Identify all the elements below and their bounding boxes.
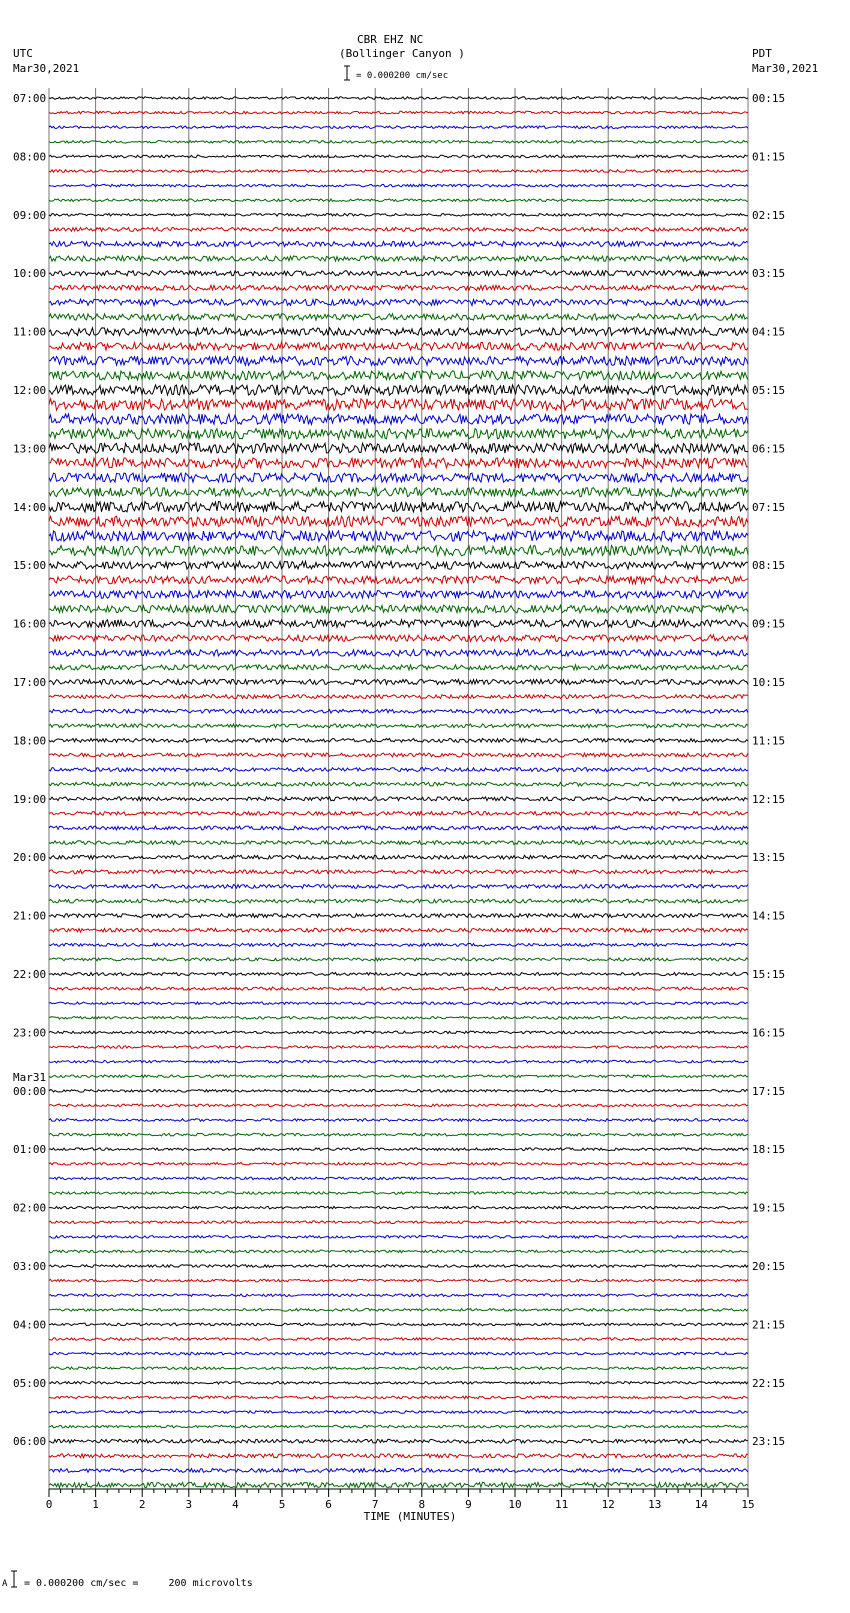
left-date: Mar30,2021 bbox=[13, 62, 80, 75]
trace-6 bbox=[49, 184, 748, 187]
right-hour-label: 19:15 bbox=[752, 1201, 786, 1215]
right-hour-label: 04:15 bbox=[752, 325, 786, 339]
x-tick-label: 4 bbox=[232, 1498, 239, 1511]
trace-35 bbox=[49, 605, 748, 613]
left-hour-label: 20:00 bbox=[13, 851, 47, 865]
date-change-label: Mar31 bbox=[13, 1070, 47, 1084]
right-hour-label: 06:15 bbox=[752, 442, 786, 456]
left-hour-label: 23:00 bbox=[13, 1026, 47, 1040]
trace-3 bbox=[49, 141, 748, 144]
footer-scale-prefix: A bbox=[2, 1579, 8, 1589]
trace-69 bbox=[49, 1104, 748, 1107]
trace-45 bbox=[49, 753, 748, 757]
right-hour-label: 03:15 bbox=[752, 267, 786, 281]
trace-39 bbox=[49, 665, 748, 670]
trace-36 bbox=[49, 620, 748, 628]
x-tick-label: 15 bbox=[741, 1498, 755, 1511]
right-hour-label: 22:15 bbox=[752, 1376, 786, 1390]
trace-80 bbox=[49, 1265, 748, 1268]
right-hour-label: 08:15 bbox=[752, 559, 786, 573]
trace-81 bbox=[49, 1279, 748, 1282]
right-hour-label: 15:15 bbox=[752, 968, 786, 981]
x-tick-label: 14 bbox=[694, 1498, 709, 1511]
trace-61 bbox=[49, 987, 748, 990]
trace-89 bbox=[49, 1396, 748, 1399]
trace-56 bbox=[49, 914, 748, 918]
trace-27 bbox=[49, 488, 748, 497]
left-hour-label: 05:00 bbox=[13, 1376, 47, 1390]
trace-54 bbox=[49, 885, 748, 889]
trace-74 bbox=[49, 1177, 748, 1180]
left-hour-label: 10:00 bbox=[13, 267, 47, 281]
trace-28 bbox=[49, 502, 748, 512]
trace-85 bbox=[49, 1338, 748, 1341]
trace-59 bbox=[49, 958, 748, 961]
x-tick-label: 0 bbox=[45, 1498, 53, 1511]
trace-68 bbox=[49, 1090, 748, 1093]
right-hour-label: 18:15 bbox=[752, 1143, 786, 1157]
trace-66 bbox=[49, 1060, 748, 1063]
trace-73 bbox=[49, 1163, 748, 1166]
trace-72 bbox=[49, 1148, 748, 1151]
x-axis-label: TIME (MINUTES) bbox=[363, 1510, 457, 1523]
trace-24 bbox=[49, 443, 748, 453]
right-hour-label: 14:15 bbox=[752, 909, 786, 923]
trace-75 bbox=[49, 1192, 748, 1195]
left-hour-label: 01:00 bbox=[13, 1143, 47, 1157]
left-hour-label: 07:00 bbox=[13, 92, 47, 105]
station-title: CBR EHZ NC bbox=[357, 33, 424, 46]
trace-0 bbox=[49, 97, 748, 100]
trace-79 bbox=[49, 1250, 748, 1253]
x-tick-label: 13 bbox=[648, 1498, 662, 1511]
trace-20 bbox=[49, 385, 748, 395]
left-hour-label: 18:00 bbox=[13, 734, 47, 748]
x-tick-label: 2 bbox=[138, 1498, 146, 1511]
trace-92 bbox=[49, 1439, 748, 1443]
trace-91 bbox=[49, 1425, 748, 1428]
right-hour-label: 10:15 bbox=[752, 676, 786, 689]
right-hour-label: 20:15 bbox=[752, 1260, 786, 1273]
left-hour-label: 21:00 bbox=[13, 909, 47, 923]
trace-2 bbox=[49, 126, 748, 129]
right-hour-label: 13:15 bbox=[752, 851, 786, 865]
left-hour-label: 19:00 bbox=[13, 792, 47, 806]
trace-88 bbox=[49, 1382, 748, 1385]
trace-31 bbox=[49, 546, 748, 556]
station-location: (Bollinger Canyon ) bbox=[339, 47, 465, 60]
trace-40 bbox=[49, 679, 748, 684]
trace-51 bbox=[49, 841, 748, 845]
trace-25 bbox=[49, 458, 748, 468]
trace-15 bbox=[49, 314, 748, 320]
x-tick-label: 11 bbox=[554, 1498, 569, 1511]
trace-23 bbox=[49, 429, 748, 439]
trace-48 bbox=[49, 797, 748, 801]
x-tick-label: 9 bbox=[465, 1498, 472, 1511]
left-hour-label: 22:00 bbox=[13, 968, 47, 981]
trace-83 bbox=[49, 1309, 748, 1312]
trace-53 bbox=[49, 870, 748, 874]
trace-14 bbox=[49, 299, 748, 305]
left-hour-label: 13:00 bbox=[13, 442, 47, 456]
right-hour-label: 21:15 bbox=[752, 1318, 786, 1332]
trace-49 bbox=[49, 812, 748, 816]
left-hour-label: 02:00 bbox=[13, 1201, 47, 1215]
trace-77 bbox=[49, 1221, 748, 1224]
right-hour-label: 12:15 bbox=[752, 792, 786, 806]
trace-5 bbox=[49, 170, 748, 173]
trace-63 bbox=[49, 1017, 748, 1020]
grid-lines bbox=[49, 88, 748, 1489]
trace-16 bbox=[49, 328, 748, 336]
x-tick-label: 6 bbox=[325, 1498, 332, 1511]
right-hour-label: 07:15 bbox=[752, 500, 786, 514]
trace-12 bbox=[49, 271, 748, 276]
trace-29 bbox=[49, 516, 748, 526]
trace-58 bbox=[49, 943, 748, 946]
left-hour-label: 12:00 bbox=[13, 384, 47, 397]
left-hour-label: 14:00 bbox=[13, 500, 47, 514]
trace-52 bbox=[49, 855, 748, 859]
trace-87 bbox=[49, 1367, 748, 1370]
trace-32 bbox=[49, 561, 748, 569]
right-hour-label: 02:15 bbox=[752, 208, 786, 222]
footer-scale-text: = 0.000200 cm/sec = 200 microvolts bbox=[24, 1578, 253, 1589]
x-tick-label: 5 bbox=[278, 1498, 286, 1511]
trace-64 bbox=[49, 1031, 748, 1034]
trace-67 bbox=[49, 1075, 748, 1078]
left-hour-label: 00:00 bbox=[13, 1084, 47, 1098]
trace-50 bbox=[49, 826, 748, 830]
trace-42 bbox=[49, 709, 748, 713]
trace-8 bbox=[49, 214, 748, 217]
trace-65 bbox=[49, 1046, 748, 1049]
left-hour-label: 11:00 bbox=[13, 325, 47, 339]
x-tick-label: 12 bbox=[601, 1498, 615, 1511]
trace-47 bbox=[49, 782, 748, 786]
trace-62 bbox=[49, 1002, 748, 1005]
left-hour-label: 16:00 bbox=[13, 617, 47, 631]
left-hour-label: 04:00 bbox=[13, 1318, 47, 1332]
right-hour-label: 11:15 bbox=[752, 734, 786, 748]
left-hour-label: 03:00 bbox=[13, 1260, 47, 1273]
right-hour-label: 17:15 bbox=[752, 1084, 786, 1098]
x-tick-label: 7 bbox=[371, 1498, 379, 1511]
trace-82 bbox=[49, 1294, 748, 1297]
trace-1 bbox=[49, 111, 748, 114]
left-hour-label: 17:00 bbox=[13, 676, 47, 689]
x-tick-label: 8 bbox=[418, 1498, 426, 1511]
trace-9 bbox=[49, 228, 748, 232]
trace-76 bbox=[49, 1206, 748, 1209]
left-hour-label: 08:00 bbox=[13, 150, 47, 164]
trace-86 bbox=[49, 1352, 748, 1355]
trace-90 bbox=[49, 1411, 748, 1414]
right-hour-label: 16:15 bbox=[752, 1026, 786, 1040]
right-hour-label: 00:15 bbox=[752, 92, 786, 105]
x-axis bbox=[46, 1489, 755, 1523]
right-hour-label: 05:15 bbox=[752, 384, 786, 397]
x-tick-label: 10 bbox=[508, 1498, 522, 1511]
trace-55 bbox=[49, 899, 748, 903]
trace-4 bbox=[49, 155, 748, 158]
left-hour-label: 06:00 bbox=[13, 1435, 47, 1449]
trace-34 bbox=[49, 591, 748, 599]
scale-text: = 0.000200 cm/sec bbox=[356, 71, 449, 81]
trace-57 bbox=[49, 928, 748, 932]
trace-7 bbox=[49, 199, 748, 202]
trace-46 bbox=[49, 768, 748, 772]
trace-41 bbox=[49, 695, 748, 699]
trace-43 bbox=[49, 724, 748, 728]
trace-13 bbox=[49, 285, 748, 290]
left-hour-label: 15:00 bbox=[13, 559, 47, 573]
x-tick-label: 1 bbox=[92, 1498, 99, 1511]
trace-33 bbox=[49, 576, 748, 584]
trace-group bbox=[49, 97, 748, 1488]
right-timezone: PDT bbox=[752, 47, 772, 60]
right-hour-label: 23:15 bbox=[752, 1435, 786, 1449]
left-timezone: UTC bbox=[13, 47, 33, 60]
right-date: Mar30,2021 bbox=[752, 62, 819, 75]
trace-93 bbox=[49, 1454, 748, 1458]
trace-60 bbox=[49, 973, 748, 976]
trace-10 bbox=[49, 241, 748, 246]
x-tick-label: 3 bbox=[185, 1498, 193, 1511]
left-hour-label: 09:00 bbox=[13, 208, 47, 222]
trace-21 bbox=[49, 399, 748, 411]
trace-18 bbox=[49, 356, 748, 365]
trace-11 bbox=[49, 256, 748, 261]
trace-22 bbox=[49, 414, 748, 424]
trace-78 bbox=[49, 1236, 748, 1239]
trace-17 bbox=[49, 342, 748, 350]
trace-70 bbox=[49, 1119, 748, 1122]
trace-84 bbox=[49, 1323, 748, 1326]
trace-37 bbox=[49, 635, 748, 641]
trace-30 bbox=[49, 531, 748, 541]
trace-19 bbox=[49, 371, 748, 380]
trace-94 bbox=[49, 1469, 748, 1473]
trace-44 bbox=[49, 739, 748, 743]
trace-38 bbox=[49, 650, 748, 656]
trace-71 bbox=[49, 1133, 748, 1136]
right-hour-label: 01:15 bbox=[752, 150, 786, 164]
trace-95 bbox=[49, 1482, 748, 1487]
right-hour-label: 09:15 bbox=[752, 617, 786, 631]
trace-26 bbox=[49, 473, 748, 482]
